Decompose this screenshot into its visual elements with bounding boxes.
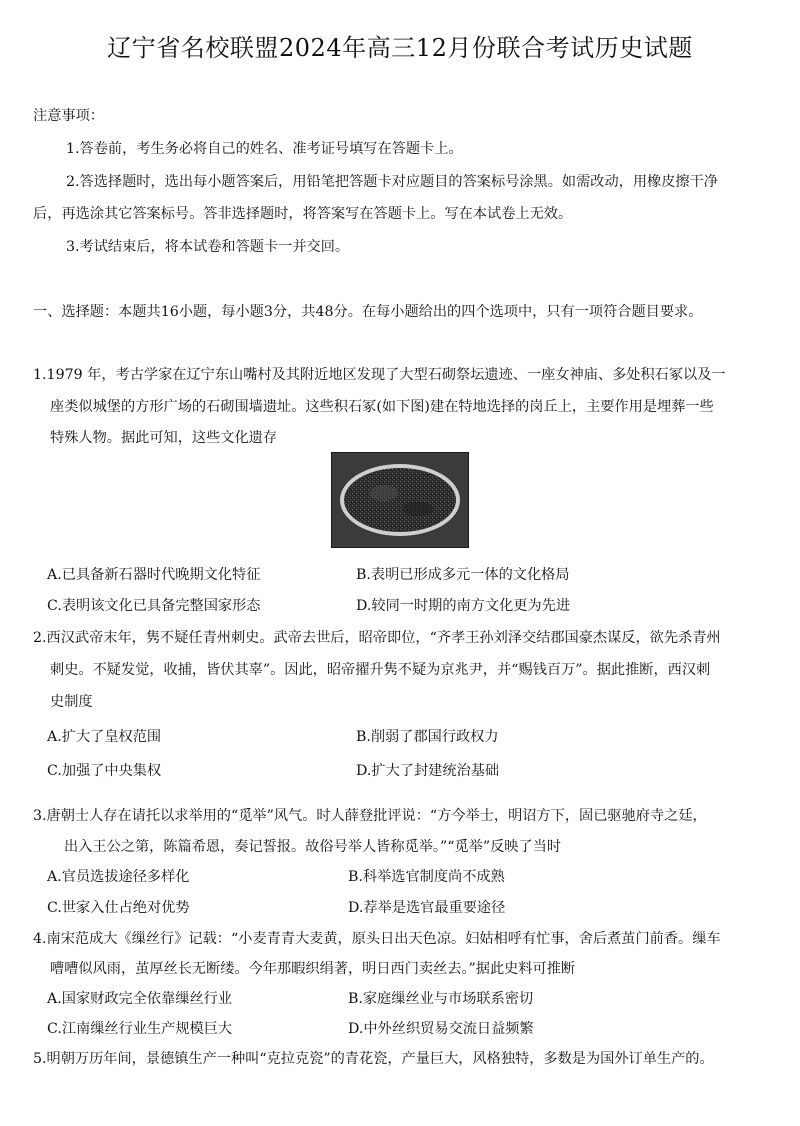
option: D.扩大了封建统治基础 [356, 763, 500, 779]
option: B.家庭缫丝业与市场联系密切 [348, 991, 534, 1007]
notice-item: 3.考试结束后，将本试卷和答题卡一并交回。 [66, 239, 350, 255]
option: B.削弱了郡国行政权力 [356, 729, 499, 745]
option: D.中外丝织贸易交流日益频繁 [348, 1021, 534, 1037]
section-heading: 一、选择题：本题共16小题，每小题3分，共48分。在每小题给出的四个选项中，只有一项符合题目要求。 [33, 304, 703, 320]
option: C.表明该文化已具备完整国家形态 [47, 598, 261, 614]
option: A.扩大了皇权范围 [47, 729, 162, 745]
notice-heading: 注意事项： [33, 108, 104, 124]
page-title: 辽宁省名校联盟2024年高三12月份联合考试历史试题 [107, 34, 693, 62]
question-1-stem: 特殊人物。据此可知，这些文化遗存 [50, 430, 278, 446]
question-1-stem: 1.1979 年，考古学家在辽宁东山嘴村及其附近地区发现了大型石砌祭坛遗迹、一座女神庙、多处积石冢以及一 [33, 367, 726, 383]
option: B.科举选官制度尚不成熟 [348, 869, 505, 885]
notice-item-continued: 后，再选涂其它答案标号。答非选择题时，将答案写在答题卡上。写在本试卷上无效。 [33, 206, 573, 222]
option: C.加强了中央集权 [47, 763, 162, 779]
question-1-stem: 座类似城堡的方形广场的石砌围墙遗址。这些积石冢(如下图)建在特地选择的岗丘上，主要作用是埋葬一些 [50, 399, 714, 415]
option: B.表明已形成多元一体的文化格局 [356, 567, 570, 583]
option: C.江南缫丝行业生产规模巨大 [47, 1021, 233, 1037]
notice-item: 2.答选择题时，选出每小题答案后，用铅笔把答题卡对应题目的答案标号涂黑。如需改动，用橡皮擦干净 [66, 174, 718, 190]
option: C.世家入仕占绝对优势 [47, 900, 190, 916]
question-4-stem: 嘈嘈似风雨，茧厚丝长无断缕。今年那暇织绢著，明日西门卖丝去。”据此史料可推断 [50, 961, 576, 977]
question-3-stem: 3.唐朝士人存在请托以求举用的“觅举”风气。时人薛登批评说：“方今举士，明诏方下，固已驱驰府寺之廷， [33, 808, 707, 824]
option: A.已具备新石器时代晚期文化特征 [47, 567, 261, 583]
question-2-stem: 2.西汉武帝末年，隽不疑任青州刺史。武帝去世后，昭帝即位，“齐孝王孙刘泽交结郡国豪杰谋反，欲先杀青州 [33, 630, 721, 646]
question-5-stem: 5.明朝万历年间，景德镇生产一种叫“克拉克瓷”的青花瓷，产量巨大，风格独特，多数是为国外订单生产的。 [33, 1051, 714, 1067]
stone-tomb-photo [331, 452, 469, 548]
question-3-stem: 出入王公之第，陈篇希恩，奏记誓报。故俗号举人皆称觅举。”“觅举”反映了当时 [64, 839, 562, 855]
notice-item: 1.答卷前，考生务必将自己的姓名、准考证号填写在答题卡上。 [66, 141, 463, 157]
option: A.官员选拔途径多样化 [47, 869, 190, 885]
option: D.较同一时期的南方文化更为先进 [356, 598, 571, 614]
option: A.国家财政完全依靠缫丝行业 [47, 991, 233, 1007]
question-2-stem: 刺史。不疑发觉，收捕，皆伏其辜”。因此，昭帝擢升隽不疑为京兆尹，并“赐钱百万”。据此推断，西汉刺 [50, 662, 711, 678]
question-4-stem: 4.南宋范成大《缫丝行》记载：“小麦青青大麦黄，原头日出天色凉。妇姑相呼有忙事，舍后煮茧门前香。缫车 [33, 931, 721, 947]
question-2-stem: 史制度 [50, 694, 93, 710]
option: D.荐举是选官最重要途径 [348, 900, 506, 916]
